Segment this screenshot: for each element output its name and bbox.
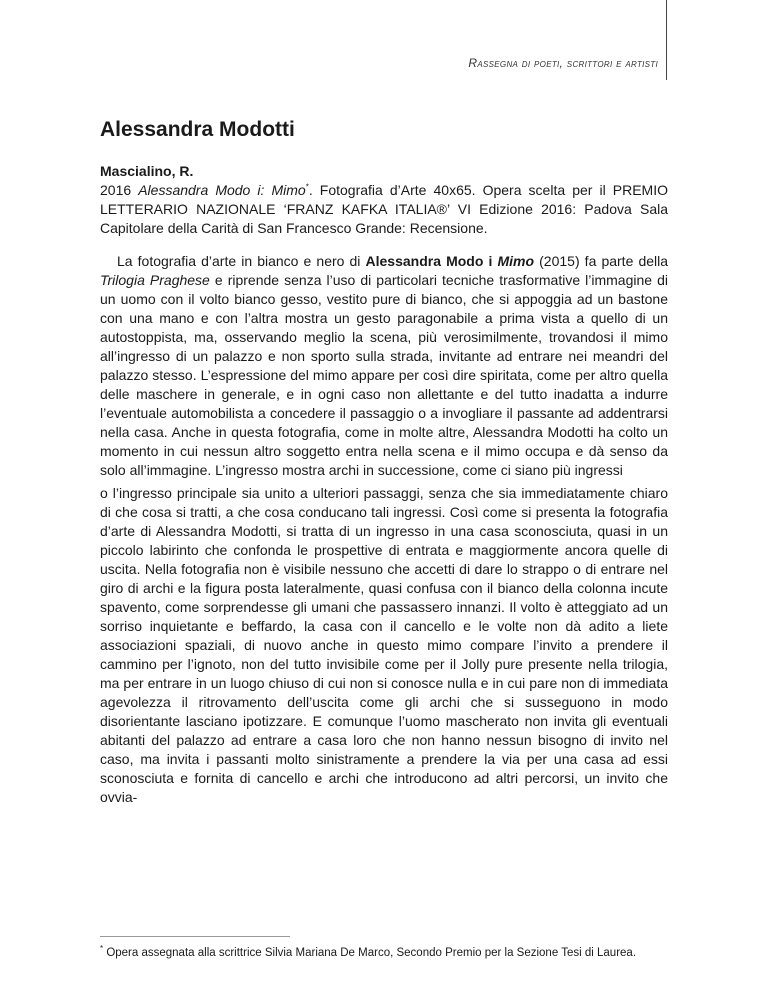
text-run: (2015) fa parte della bbox=[534, 253, 669, 269]
page-title: Alessandra Modotti bbox=[100, 118, 295, 141]
footnote-divider bbox=[100, 936, 290, 937]
paragraph-1 bbox=[100, 252, 668, 480]
running-header: Rassegna di poeti, scrittori e artisti bbox=[468, 56, 658, 70]
paragraph-2: o l’ingresso principale sia unito a ulteriori passaggi, senza che sia immediatamente chiaro di che cosa si tratti, a che cosa conducano tali ingressi. Così come si presenta la fotografia d’arte di Alessandra Modotti, si tratta di un ingresso in una casa sconosciuta, quasi in un piccolo labirinto che confonda le prospettive di entrata e maggiormente ancora quelle di uscita. Nella fotografia non è visibile nessuno che accetti di dare lo strappo o di entrare nel giro di archi e la figura posta lateralmente, quasi confusa con il bianco della colonna incute spavento, come sorprendesse gli umani che passassero innanzi. Il volto è atteggiato ad un sorriso inquietante e beffardo, la casa con il cancello e le volte non dà adito a liete associazioni spaziali, di nuovo anche in questo mimo compare l’invito a prendere il cammino per l’ignoto, non del tutto invisibile come per il Jolly pure presente nella trilogia, ma per entrare in un luogo chiuso di cui non si conosce nulla e in cui pare non di immediata agevolezza il ritrovamento dell’uscita come gli archi che si susseguono in modo disorientante lasciano ipotizzare. E comunque l’uomo mascherato non invita gli eventuali abitanti del palazzo ad entrare a casa loro che non hanno nessun bisogno di invito nel caso, ma invita i passanti molto sinistramente a prendere la via per una casa ad essi sconosciuta e fornita di cancello e archi che introducono ad altri percorsi, un invito che ovvia- bbox=[100, 485, 668, 805]
work-title: Alessandra Modo i: Mimo bbox=[138, 182, 306, 198]
footnote-text: Opera assegnata alla scrittrice Silvia Mariana De Marco, Secondo Premio per la Sezione Tesi di Laurea. bbox=[103, 947, 637, 959]
artist-name: Alessandra Modo i bbox=[365, 253, 493, 269]
text-run: La fotografia d’arte in bianco e nero di bbox=[117, 253, 366, 269]
article-body bbox=[100, 162, 668, 807]
footnote bbox=[100, 940, 668, 966]
citation-year: 2016 bbox=[100, 182, 132, 198]
citation-details: . Fotografia d’Arte 40x65. Opera scelta per il PREMIO LETTERARIO NAZIONALE ‘FRANZ KAFKA ITALIA®’ VI Edizione 2016: Padova Sala Capitolare della Carità di San Francesco Grande: Recensione. bbox=[100, 182, 668, 236]
text-run: e riprende senza l’uso di particolari tecniche trasformative l’immagine di un uomo con il volto bianco gesso, vestito pure di bianco, che si appoggia ad un bastone con una mano e con l’altra mostra un gesto paragonabile a prima vista a quello di un autostoppista, ma, osservando meglio la scena, più verosimilmente, trovandosi il mimo all’ingresso di un palazzo e non sporto sulla strada, invitante ad entrare nei meandri del palazzo stesso. L’espressione del mimo appare per così dire spiritata, come per altro quella delle maschere in generale, e in ogni caso non allettante e del tutto inadatta a indurre l’eventuale automobilista a concedere il passaggio o a invogliare il passante ad addentrarsi nella casa. Anche in questa fotografia, come in molte altre, Alessandra Modotti ha colto un momento in cui nessun altro soggetto entra nella scena e il mimo occupa e dà senso da solo all’immagine. L’ingresso mostra archi in successione, come ci siano più ingressi bbox=[100, 272, 668, 478]
author-name: Mascialino, R. bbox=[100, 163, 194, 179]
artwork-title: Mimo bbox=[497, 253, 535, 269]
trilogy-title: Trilogia Praghese bbox=[100, 272, 210, 288]
footnote-mark: * bbox=[100, 944, 104, 954]
footnote-ref: * bbox=[305, 182, 309, 192]
citation bbox=[100, 181, 668, 238]
header-divider bbox=[666, 0, 667, 80]
